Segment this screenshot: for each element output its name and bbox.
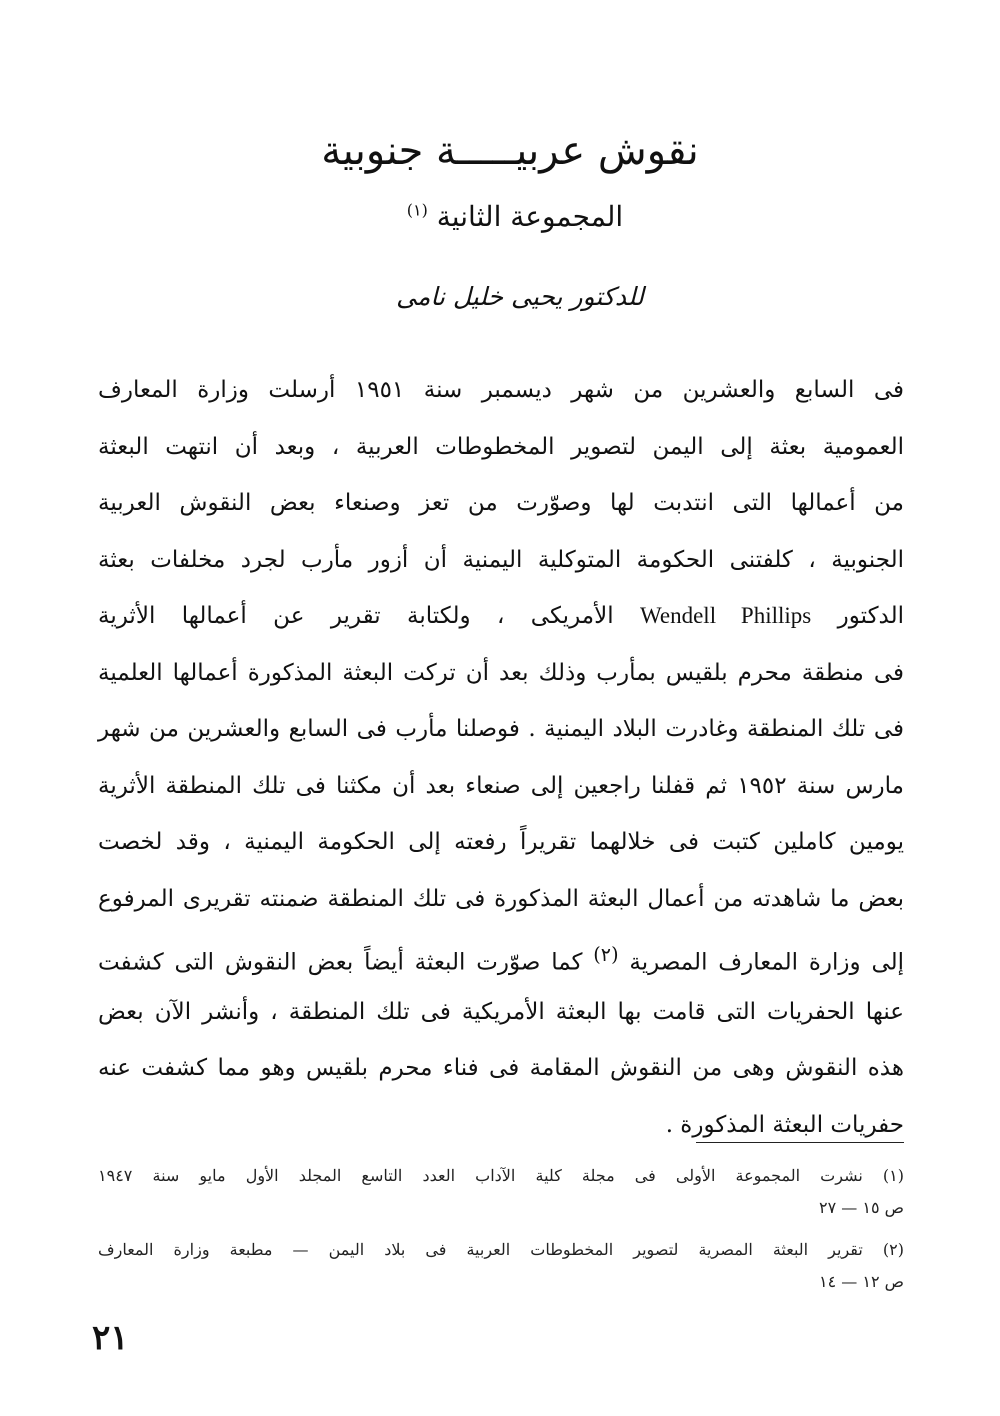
body-line bbox=[98, 927, 904, 984]
body-paragraph bbox=[98, 362, 904, 1153]
body-line: هذه النقوش وهى من النقوش المقامة فى فناء محرم بلقيس وهو مما كشفت عنه bbox=[98, 1055, 904, 1081]
footnote-2-pages: ص ١٢ — ١٤ bbox=[819, 1272, 904, 1291]
page-number: ٢١ bbox=[92, 1318, 129, 1358]
footnote-marker-2: (٢) bbox=[593, 943, 619, 966]
author-byline: للدكتور يحيى خليل نامى bbox=[396, 282, 644, 311]
body-line: من أعمالها التى انتدبت لها وصوّرت من تعز وصنعاء بعض النقوش العربية bbox=[98, 490, 904, 516]
body-line: حفريات البعثة المذكورة . bbox=[665, 1111, 904, 1138]
body-line: فى السابع والعشرين من شهر ديسمبر سنة ١٩٥١ أرسلت وزارة المعارف bbox=[98, 377, 904, 403]
body-line: مارس سنة ١٩٥٢ ثم قفلنا راجعين إلى صنعاء بعد أن مكثنا فى تلك المنطقة الأثرية bbox=[98, 772, 904, 799]
footnote-1-line: (١) نشرت المجموعة الأولى فى مجلة كلية الآداب العدد التاسع المجلد الأول مايو سنة ١٩٤٧ bbox=[98, 1166, 904, 1185]
footnote-1-pages: ص ١٥ — ٢٧ bbox=[819, 1198, 904, 1217]
body-line: بعض ما شاهدته من أعمال البعثة المذكورة فى تلك المنطقة ضمنته تقريرى المرفوع bbox=[98, 885, 904, 912]
body-line: فى منطقة محرم بلقيس بمأرب وذلك بعد أن تركت البعثة المذكورة أعمالها العلمية bbox=[98, 659, 904, 686]
body-line bbox=[98, 588, 904, 645]
body-line: الجنوبية ، كلفتنى الحكومة المتوكلية اليمنية أن أزور مأرب لجرد مخلفات بعثة bbox=[98, 546, 904, 573]
body-line: يومين كاملين كتبت فى خلالهما تقريراً رفعته إلى الحكومة اليمنية ، وقد لخصت bbox=[98, 829, 904, 855]
body-text-segment: إلى وزارة المعارف المصرية bbox=[629, 949, 905, 976]
footnote-marker-1: (١) bbox=[406, 200, 428, 220]
body-line: فى تلك المنطقة وغادرت البلاد اليمنية . فوصلنا مأرب فى السابع والعشرين من شهر bbox=[98, 716, 904, 742]
footnote-divider bbox=[696, 1142, 904, 1143]
article-subtitle bbox=[0, 200, 1000, 233]
footnote-2-line: (٢) تقرير البعثة المصرية لتصوير المخطوطات العربية فى بلاد اليمن — مطبعة وزارة المعارف bbox=[98, 1240, 904, 1259]
body-line: عنها الحفريات التى قامت بها البعثة الأمريكية فى تلك المنطقة ، وأنشر الآن بعض bbox=[98, 998, 904, 1025]
body-text-segment: كما صوّرت البعثة أيضاً بعض النقوش التى كشفت bbox=[98, 949, 583, 976]
body-text-segment: الأمريكى ، ولكتابة تقرير عن أعمالها الأثرية bbox=[98, 603, 614, 629]
subtitle-text: المجموعة الثانية bbox=[436, 200, 624, 233]
person-name: Wendell Phillips bbox=[640, 603, 812, 628]
article-title: نقوش عربيـــــة جنوبية bbox=[321, 128, 699, 174]
footnotes bbox=[98, 1160, 904, 1298]
body-line: العمومية بعثة إلى اليمن لتصوير المخطوطات العربية ، وبعد أن انتهت البعثة bbox=[98, 433, 904, 460]
body-text-segment: الدكتور bbox=[837, 603, 905, 629]
